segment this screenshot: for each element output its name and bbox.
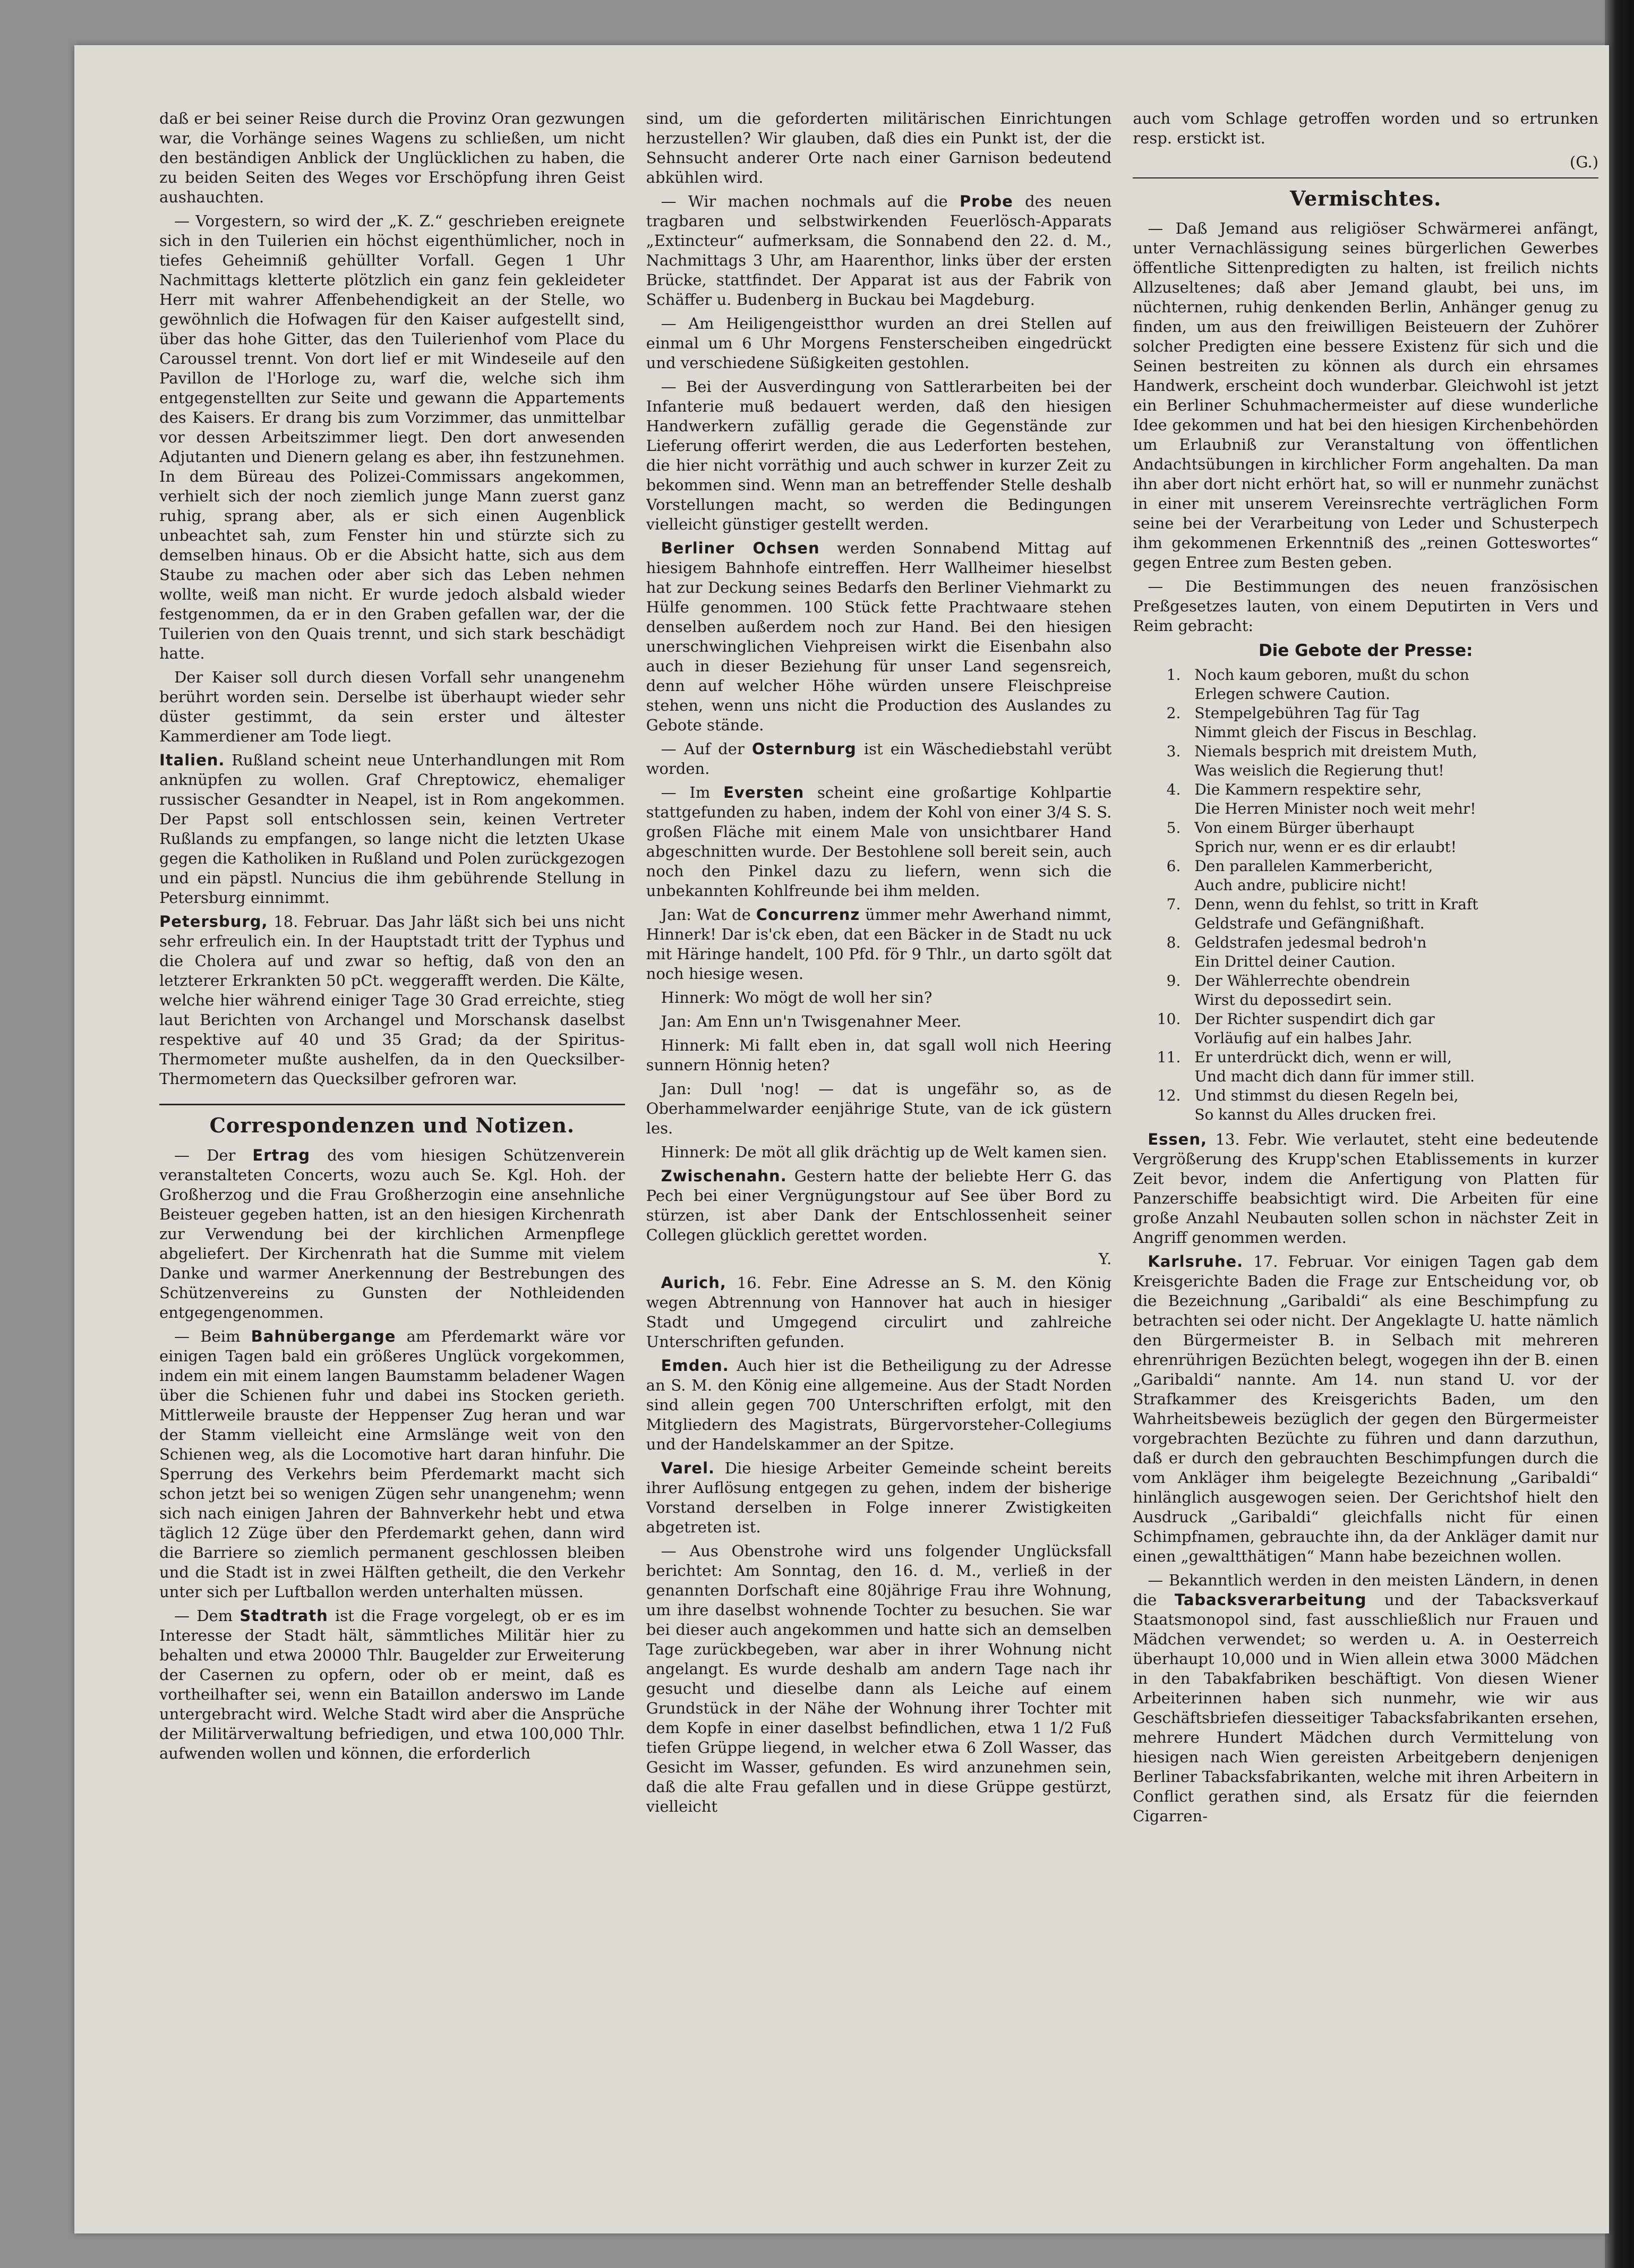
article-signature: (G.) <box>1570 153 1599 171</box>
keyword: Ertrag <box>252 1146 311 1164</box>
keyword: Eversten <box>723 783 805 802</box>
poem-verse <box>1133 857 1598 895</box>
article-essen <box>1133 1130 1598 1248</box>
verse-lines <box>1194 666 1598 704</box>
verse-line: Die Kammern respektire sehr, <box>1194 781 1422 798</box>
article-text: — Beim <box>174 1327 251 1345</box>
section-heading: Correspondenzen und Notizen. <box>209 1113 575 1137</box>
article-eversten <box>646 783 1112 901</box>
keyword: Osternburg <box>751 740 857 758</box>
article-paragraph: — Aus Obenstrohe wird uns folgender Unglücksfall berichtet: Am Sonntag, den 16. d. M., verließ in der genannten Dorfschaft eine 80jährige Frau ihre Wohnung, um ihre daselbst wohnende Tochter zu besuchen. Sie war bei dieser auch angekommen und hatte sich an demselben Tage zurückbegeben, war aber in ihrer Wohnung nicht angelangt. Es wurde deshalb am andern Tage nach ihr gesucht und dieselbe dann als Leiche auf einem Grundstück in der Nähe der Wohnung ihrer Tochter mit dem Kopfe in einer daselbst befindlichen, etwa 1 1/2 Fuß tiefen Grüppe liegend, in welcher etwa 6 Zoll Wasser, das Gesicht im Wasser, gefunden. Es wird anzunehmen sein, daß die alte Frau gefallen und in diese Grüppe gestürzt, vielleicht <box>646 1542 1112 1815</box>
verse-lines <box>1194 857 1598 895</box>
dialog-line: Jan: Dull 'nog! — dat is ungefähr so, as de Oberhammelwarder eenjährige Stute, van de ick güstern les. <box>646 1080 1112 1137</box>
article-text: 13. Febr. Wie verlautet, steht eine bedeutende Vergrößerung des Krupp'schen Etablissements in kurzer Zeit bevor, indem die Anfertigung von Platten für Panzerschiffe beabsichtigt wird. Die Arbeiten für eine große Anzahl Neubauten sollen schon in nächster Zeit in Angriff genommen werden. <box>1133 1130 1599 1247</box>
article-text: werden Sonnabend Mittag auf hiesigem Bahnhofe eintreffen. Herr Wallheimer hieselbst hat zur Deckung seines Bedarfs den Berliner Viehmarkt zu Hülfe genommen. 100 Stück fette Prachtwaare stehen denselben außerdem noch zur Hand. Bei den hiesigen unerschwinglichen Viehpreisen wirkt die Eisenbahn also auch in dieser Beziehung für unser Land segensreich, denn auf welcher Höhe würden unsere Fleischpreise stehen, wenn uns nicht die Production des Auslandes zu Gebote stände. <box>646 539 1112 734</box>
verse-number: 12. <box>1157 1087 1181 1104</box>
article-text: — Wir machen nochmals auf die <box>661 192 960 210</box>
article-text: Rußland scheint neue Unterhandlungen mit Rom anknüpfen zu wollen. Graf Chreptowicz, ehemaliger russischer Gesandter in Neapel, ist in Rom angekommen. Der Papst soll entschlossen sein, keinen Vertreter Rußlands zu empfangen, so lange nicht die letzten Ukase gegen die Katholiken in Rußland und Polen zurückgezogen und ein päpstl. Nuncius die ihm gebührende Stellung in Petersburg einnimmt. <box>159 751 625 907</box>
section-heading: Vermischtes. <box>1290 186 1442 210</box>
verse-line: Niemals besprich mit dreistem Muth, <box>1194 743 1477 760</box>
article-text: Gestern hatte der beliebte Herr G. das Pech bei einer Vergnügungstour auf See über Bord zu stürzen, ist aber Dank der Entschlossenheit seiner Collegen glücklich gerettet worden. <box>646 1167 1112 1244</box>
keyword: Berliner Ochsen <box>661 539 820 557</box>
verse-number: 9. <box>1166 972 1181 990</box>
article-paragraph: Der Kaiser soll durch diesen Vorfall sehr unangenehm berührt worden sein. Derselbe ist überhaupt wieder sehr düster gestimmt, da sein erster und ältester Kammerdiener am Tode liegt. <box>159 668 625 745</box>
article-signature: Y. <box>1098 1250 1112 1268</box>
verse-number: 4. <box>1166 781 1181 798</box>
dateline-keyword: Zwischenahn. <box>661 1167 787 1185</box>
dateline-keyword: Aurich, <box>661 1274 726 1292</box>
article-bahnuebergang <box>159 1327 625 1602</box>
verse-line: Wirst du depossedirt sein. <box>1194 991 1392 1009</box>
verse-line: So kannst du Alles drucken frei. <box>1194 1106 1437 1123</box>
poem-verse <box>1133 780 1598 818</box>
keyword: Stadtrath <box>239 1607 328 1625</box>
verse-lines <box>1194 933 1598 971</box>
verse-line: Den parallelen Kammerbericht, <box>1194 857 1433 875</box>
article-text: ist ein Wäschediebstahl verübt worden. <box>646 740 1112 778</box>
article-text: am Pferdemarkt wäre vor einigen Tagen bald ein größeres Unglück vorgekommen, indem ein mit einem langen Baumstamm beladener Wagen über die Schienen fuhr und dabei ins Stocken gerieth. Mittlerweile brauste der Heppenser Zug heran und war der Stamm vielleicht eine Armslänge weit von den Schienen weg, als die Locomotive hart daran hinfuhr. Die Sperrung des Verkehrs beim Pferdemarkt macht sich schon jetzt bei so wenigen Zügen sehr unangenehm; wenn sich nach einigen Jahren der Bahnverkehr hebt und etwa täglich 12 Züge über den Pferdemarkt gehen, dann wird die Barriere so ziemlich permanent geschlossen bleiben und die Stadt ist in zwei Hälften getheilt, die den Verkehr unter sich per Luftballon werden unterhalten müssen. <box>159 1327 625 1601</box>
dialog-line: Hinnerk: De möt all glik drächtig up de Welt kamen sien. <box>661 1143 1107 1161</box>
section-divider <box>1133 177 1598 178</box>
article-ertrag <box>159 1146 625 1323</box>
article-text: 16. Febr. Eine Adresse an S. M. den König wegen Abtrennung von Hannover hat auch in hiesiger Stadt und Umgegend circulirt und zahlreiche Unterschriften gefunden. <box>646 1274 1112 1351</box>
article-italien <box>159 751 625 908</box>
verse-number: 3. <box>1166 743 1181 760</box>
dialog-line: Hinnerk: Wo mögt de woll her sin? <box>661 988 933 1007</box>
verse-line: Noch kaum geboren, mußt du schon <box>1194 666 1469 684</box>
keyword: Bahnübergange <box>251 1327 396 1345</box>
article-paragraph: — Am Heiligengeistthor wurden an drei Stellen auf einmal um 6 Uhr Morgens Fensterscheiben eingedrückt und verschiedene Süßigkeiten gestohlen. <box>646 314 1112 372</box>
dialog-line: Hinnerk: Mi fallt eben in, dat sgall woll nich Heering sunnern Hönnig heten? <box>646 1036 1112 1074</box>
article-paragraph: — Die Bestimmungen des neuen französischen Preßgesetzes lauten, von einem Deputirten in Vers und Reim gebracht: <box>1133 577 1599 635</box>
poem-verse <box>1133 1086 1598 1124</box>
article-karlsruhe <box>1133 1252 1598 1566</box>
section-divider <box>159 1104 625 1105</box>
poem-verse <box>1133 933 1598 971</box>
verse-line: Nimmt gleich der Fiscus in Beschlag. <box>1194 723 1477 741</box>
verse-number: 11. <box>1157 1048 1181 1066</box>
poem-verse <box>1133 1010 1598 1048</box>
verse-number: 2. <box>1166 704 1181 722</box>
keyword: Concurrenz <box>756 906 860 924</box>
article-zwischenahn <box>646 1166 1112 1245</box>
verse-line: Sprich nur, wenn er es dir erlaubt! <box>1194 838 1457 856</box>
column-2 <box>646 109 1112 2202</box>
article-text: — Im <box>661 783 724 802</box>
article-text: — Auf der <box>661 740 752 758</box>
verse-number: 10. <box>1157 1010 1181 1028</box>
verse-line: Vorläufig auf ein halbes Jahr. <box>1194 1029 1413 1047</box>
poem-verse <box>1133 971 1598 1010</box>
verse-line: Der Richter suspendirt dich gar <box>1194 1010 1435 1028</box>
article-probe <box>646 192 1112 310</box>
poem-list <box>1133 666 1598 1124</box>
poem-verse <box>1133 818 1598 857</box>
article-emden <box>646 1356 1112 1454</box>
article-paragraph: — Daß Jemand aus religiöser Schwärmerei anfängt, unter Vernachlässigung seines bürgerlichen Gewerbes öffentliche Sittenpredigten zu halten, ist freilich nichts Allzuseltenes; daß aber Jemand glaubt, bei uns, im nüchternen, ruhig denkenden Berlin, Anhänger genug zu finden, um aus den freiwilligen Beisteuern der Zuhörer solcher Predigten eine bessere Existenz für sich und die Seinen bestreiten zu können als durch ein ehrsames Handwerk, erscheint doch wunderbar. Gleichwohl ist jetzt ein Berliner Schuhmachermeister auf diese wunderliche Idee gekommen und hat bei den hiesigen Kirchenbehörden um Erlaubniß zur Veranstaltung von öffentlichen Andachtsübungen in kirchlicher Form angehalten. Da man ihn aber dort nicht erhört hat, so will er nunmehr zunächst in einer mit unserem Vereinsrechte verträglichen Form seine bei der Verarbeitung von Leder und Schusterpech ihm gekommenen Erkenntniß des „reinen Gotteswortes“ gegen Entree zum Besten geben. <box>1133 219 1599 572</box>
article-varel <box>646 1459 1112 1537</box>
verse-lines <box>1194 1086 1598 1124</box>
verse-line: Ein Drittel deiner Caution. <box>1194 953 1396 970</box>
article-text: des vom hiesigen Schützenverein veranstalteten Concerts, wozu auch Se. Kgl. Hoh. der Großherzog und die Frau Großherzogin eine ansehnliche Beisteuer gegeben hatten, ist an den hiesigen Kirchenrath zur Verwendung bei der kirchlichen Armenpflege abgeliefert. Der Kirchenrath hat die Summe mit vielem Danke und warmer Anerkennung der Bestrebungen des Schützenvereins zu Gunsten der Nothleidenden entgegengenommen. <box>159 1146 625 1321</box>
verse-line: Der Wählerrechte obendrein <box>1194 972 1410 990</box>
dialog-line: Jan: Am Enn un'n Twisgenahner Meer. <box>661 1012 962 1030</box>
verse-lines <box>1194 971 1598 1010</box>
article-text: — Bekanntlich werden in den meisten Ländern, in denen die <box>1133 1571 1599 1609</box>
article-paragraph: sind, um die geforderten militärischen Einrichtungen herzustellen? Wir glauben, daß dies ein Punkt ist, der die Sehnsucht anderer Orte nach einer Garnison bedeutend abkühlen wird. <box>646 109 1112 186</box>
article-ochsen <box>646 539 1112 735</box>
article-text: 18. Februar. Das Jahr läßt sich bei uns nicht sehr erfreulich ein. In der Hauptstadt tritt der Typhus und die Cholera auf und zwar so heftig, daß von den an letzterer Erkrankten 50 pCt. weggerafft werden. Die Kälte, welche hier während einiger Tage 30 Grad erreichte, stieg laut Berichten von Archangel und Morschansk daselbst respektive auf 40 und 35 Grad; da der Spiritus-Thermometer mußte aushelfen, da in den Quecksilber-Thermometern das Quecksilber gefroren war. <box>159 913 625 1088</box>
dateline-keyword: Emden. <box>661 1357 729 1375</box>
verse-number: 1. <box>1166 666 1181 684</box>
verse-line: Was weislich die Regierung thut! <box>1194 762 1444 779</box>
verse-lines <box>1194 1048 1598 1086</box>
verse-line: Geldstrafen jedesmal bedroh'n <box>1194 934 1427 951</box>
article-text: scheint eine großartige Kohlpartie stattgefunden zu haben, indem der Kohl von einer 3/4 S. S. großen Fläche mit einem Male von unsichtbarer Hand abgeschnitten wurde. Der Bestohlene soll bereit sein, auch noch den Pinkel dazu zu liefern, wenn sich die unbekannten Kohlfreunde bei ihm melden. <box>646 783 1112 900</box>
article-paragraph: — Bei der Ausverdingung von Sattlerarbeiten bei der Infanterie muß bedauert werden, daß den hiesigen Handwerkern zufällig gerade die Gegenstände zur Lieferung offerirt werden, die aus Lederforten bestehen, die hier nicht vorräthig und auch schwer in kurzer Zeit zu bekommen sind. Wenn man an betreffender Stelle deshalb Vorstellungen macht, so werden die Bedingungen vielleicht günstiger gestellt werden. <box>646 378 1112 533</box>
verse-line: Und macht dich dann für immer still. <box>1194 1068 1475 1085</box>
verse-line: Und stimmst du diesen Regeln bei, <box>1194 1087 1459 1104</box>
article-paragraph: daß er bei seiner Reise durch die Provinz Oran gezwungen war, die Vorhänge seines Wagens zu schließen, um nicht den beständigen Anblick der Unglücklichen zu haben, die zu beiden Seiten des Weges vor Erschöpfung ihren Geist aushauchten. <box>159 109 625 206</box>
poem-title: Die Gebote der Presse: <box>1258 641 1473 660</box>
verse-number: 6. <box>1166 857 1181 875</box>
verse-line: Erlegen schwere Caution. <box>1194 685 1390 703</box>
dateline-keyword: Italien. <box>159 751 225 769</box>
verse-lines <box>1194 1010 1598 1048</box>
dateline-keyword: Karlsruhe. <box>1148 1252 1244 1271</box>
article-paragraph: — Vorgestern, so wird der „K. Z.“ geschrieben ereignete sich in den Tuilerien ein höchst eigenthümlicher, noch in tiefes Geheimniß gehüllter Vorfall. Gegen 1 Uhr Nachmittags kletterte plötzlich ein ganz fein gekleideter Herr mit wahrer Affenbehendigkeit an der Stelle, wo gewöhnlich die Hofwagen für den Kaiser aufgestellt sind, über das hohe Gitter, das den Tuilerienhof vom Place du Caroussel trennt. Von dort lief er mit Windeseile auf den Pavillon de l'Horloge zu, warf die, welche sich ihm entgegenstellten zur Seite und gewann die Appartements des Kaisers. Er drang bis zum Vorzimmer, das unmittelbar vor dessen Arbeitszimmer liegt. Den dort anwesenden Adjutanten und Dienern gelang es aber, ihn festzunehmen. In dem Büreau des Polizei-Commissars angekommen, verhielt sich der noch ziemlich junge Mann zuerst ganz ruhig, sprang aber, als er sich einen Augenblick unbeachtet sah, zum Fenster hin und stürzte sich zu demselben hinaus. Ob er die Absicht hatte, sich aus dem Staube zu machen oder aber sich das Leben nehmen wollte, weiß man nicht. Er wurde jedoch alsbald wieder festgenommen, da er in den Graben gefallen war, der die Tuilerien von den Quais trennt, und sich stark beschädigt hatte. <box>159 212 625 662</box>
verse-line: Er unterdrückt dich, wenn er will, <box>1194 1048 1452 1066</box>
verse-lines <box>1194 704 1598 742</box>
article-text: Jan: Wat de <box>661 906 756 924</box>
dateline-keyword: Essen, <box>1148 1130 1208 1148</box>
column-1 <box>159 109 625 2202</box>
article-paragraph: auch vom Schlage getroffen worden und so ertrunken resp. erstickt ist. <box>1133 109 1599 147</box>
article-text: und der Tabacksverkauf Staatsmonopol sind, fast ausschließlich nur Frauen und Mädchen verwendet; so werden u. A. in Oesterreich überhaupt 10,000 und in Wien allein etwa 3000 Mädchen in den Tabakfabriken beschäftigt. Von diesen Wiener Arbeiterinnen haben sich nunmehr, wie wir aus Geschäftsbriefen diesseitiger Tabacksfabrikanten ersehen, mehrere Hundert Mädchen durch Vermittelung von hiesigen nach Wien gereisten Arbeitgebern denjenigen Berliner Tabacksfabrikanten, welche mit ihren Arbeitern in Conflict gerathen sind, als Ersatz für die feiernden Cigarren- <box>1133 1591 1599 1825</box>
verse-lines <box>1194 895 1598 933</box>
article-osternburg <box>646 739 1112 779</box>
verse-number: 7. <box>1166 896 1181 913</box>
poem-verse <box>1133 895 1598 933</box>
article-stadtrath <box>159 1606 625 1763</box>
page-columns <box>159 109 1598 2202</box>
article-text: ümmer mehr Awerhand nimmt, Hinnerk! Dar is'ck eben, dat een Bäcker in de Stadt nu uck mit Häringe handelt, 100 Pfd. för 9 Thlr., un darto sgölt dat noch hiesige wesen. <box>646 906 1112 983</box>
article-concurrenz <box>646 905 1112 984</box>
verse-lines <box>1194 780 1598 818</box>
verse-number: 8. <box>1166 934 1181 951</box>
verse-line: Auch andre, publicire nicht! <box>1194 876 1407 894</box>
dateline-keyword: Petersburg, <box>159 913 268 931</box>
article-petersburg <box>159 912 625 1089</box>
article-text: des neuen tragbaren und selbstwirkenden Feuerlösch-Apparats „Extincteur“ aufmerksam, die Sonnabend den 22. d. M., Nachmittags 3 Uhr, am Haarenthor, links über der ersten Brücke, stattfindet. Der Apparat ist aus der Fabrik von Schäffer u. Budenberg in Buckau bei Magdeburg. <box>646 192 1112 309</box>
poem-verse <box>1133 666 1598 704</box>
article-text: — Der <box>174 1146 253 1164</box>
poem-verse <box>1133 704 1598 742</box>
verse-line: Geldstrafe und Gefängnißhaft. <box>1194 915 1425 932</box>
article-aurich <box>646 1273 1112 1352</box>
verse-lines <box>1194 818 1598 857</box>
verse-number: 5. <box>1166 819 1181 837</box>
verse-lines <box>1194 742 1598 780</box>
verse-line: Die Herren Minister noch weit mehr! <box>1194 800 1476 817</box>
poem-verse <box>1133 742 1598 780</box>
poem-verse <box>1133 1048 1598 1086</box>
article-text: 17. Februar. Vor einigen Tagen gab dem Kreisgerichte Baden die Frage zur Entscheidung vor, ob die Bezeichnung „Garibaldi“ als eine Beschimpfung zu betrachten sei oder nicht. Der Angeklagte U. hatte nämlich den Bürgermeister B. in Selbach mit mehreren ehrenrührigen Bezüchten belegt, wogegen ihn der B. einen „Garibaldi“ nannte. Am 14. nun stand U. vor der Strafkammer des Kreisgerichts Baden, um den Wahrheitsbeweis bezüglich der gegen den Bürgermeister vorgebrachten Bezüchte zu führen und dann darzuthun, daß er durch den gebrauchten Beschimpfungen durch die vom Ankläger ihm beigelegte Bezeichnung „Garibaldi“ hinlänglich ausgewogen seien. Der Gerichtshof hielt den Ausdruck „Garibaldi“ gleichfalls nicht für einen Schimpfnamen, gebrauchte ihn, da der Ankläger damit nur einen „gewaltthätigen“ Mann habe bezeichnen wollen. <box>1133 1252 1599 1565</box>
dateline-keyword: Varel. <box>661 1459 715 1477</box>
verse-line: Denn, wenn du fehlst, so tritt in Kraft <box>1194 896 1478 913</box>
keyword: Probe <box>959 192 1013 210</box>
scan-edge <box>1605 0 1634 2268</box>
verse-line: Von einem Bürger überhaupt <box>1194 819 1414 837</box>
article-tabak <box>1133 1571 1598 1826</box>
column-3 <box>1133 109 1598 2202</box>
newspaper-page <box>74 45 1609 2233</box>
article-text: Die hiesige Arbeiter Gemeinde scheint bereits ihrer Auflösung entgegen zu gehen, indem der bisherige Vorstand derselben in Folge innerer Zwistigkeiten abgetreten ist. <box>646 1459 1112 1536</box>
article-text: ist die Frage vorgelegt, ob er es im Interesse der Stadt hält, sämmtliches Militär hier zu behalten und etwa 20000 Thlr. Baugelder zur Erweiterung der Casernen zu opfern, oder ob er meint, daß es vortheilhafter sei, wenn ein Bataillon anderswo im Lande untergebracht wird. Welche Stadt wird aber die Ansprüche der Militärverwaltung befriedigen, und etwa 100,000 Thlr. aufwenden wollen und können, die erforderlich <box>159 1607 625 1762</box>
article-text: Auch hier ist die Betheiligung zu der Adresse an S. M. den König eine allgemeine. Aus der Stadt Norden sind allein gegen 700 Unterschriften erfolgt, mit den Mitgliedern des Magistrats, Bürgervorsteher-Collegiums und der Handelskammer an der Spitze. <box>646 1357 1112 1453</box>
keyword: Tabacksverarbeitung <box>1174 1591 1367 1609</box>
verse-line: Stempelgebühren Tag für Tag <box>1194 704 1420 722</box>
article-text: — Dem <box>174 1607 240 1625</box>
